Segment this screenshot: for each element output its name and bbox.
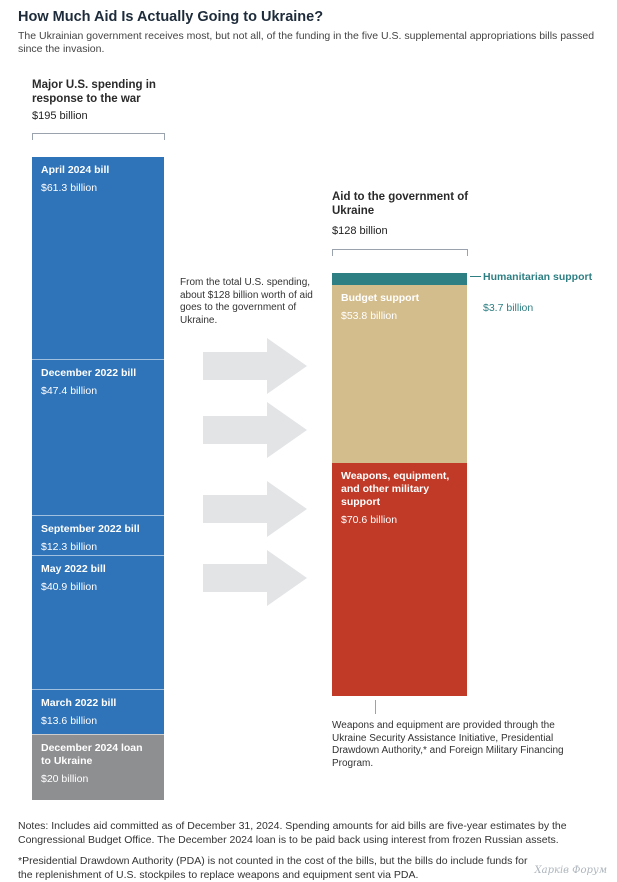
segment-value: $61.3 billion — [41, 182, 98, 194]
segment-value: $12.3 billion — [41, 540, 98, 553]
weapons-note: Weapons and equipment are provided through the Ukraine Security Assistance Initiative, Presidential Drawdown Authority,* and Foreign Military Financing Program. — [332, 720, 564, 769]
bar-segment-may-2022-bill — [32, 555, 164, 690]
flow-arrow — [203, 338, 307, 394]
weapons-leader-line — [375, 700, 376, 714]
segment-label: March 2022 bill — [41, 697, 117, 710]
bar-segment-march-2022-bill — [32, 689, 164, 734]
chart-title: How Much Aid Is Actually Going to Ukraine? — [18, 9, 324, 25]
segment-label: December 2022 bill — [41, 366, 137, 379]
right-stacked-bar — [332, 273, 467, 696]
watermark: Харків Форум — [534, 865, 607, 876]
right-bar-bracket — [332, 249, 468, 256]
flow-note: From the total U.S. spending, about $128 billion worth of aid goes to the government of Ukraine. — [180, 277, 313, 326]
right-bar-total: $128 billion — [332, 225, 388, 237]
segment-label: April 2024 bill — [41, 164, 110, 176]
segment-value: $47.4 billion — [41, 384, 98, 397]
right-bar-heading: Aid to the government of Ukraine — [332, 191, 469, 217]
humanitarian-callout-label: Humanitarian support — [483, 271, 593, 283]
footnote: *Presidential Drawdown Authority (PDA) is not counted in the cost of the bills, but the bills do include funds for the replenishment of U.S. stockpiles to replace weapons and equipment sent via PDA. — [18, 855, 528, 881]
segment-label: December 2024 loan to Ukraine — [41, 742, 143, 768]
bar-segment-humanitarian-support — [332, 273, 467, 285]
segment-label: May 2022 bill — [41, 562, 106, 575]
segment-value: $40.9 billion — [41, 580, 98, 593]
left-bar-bracket — [32, 133, 165, 140]
bar-segment-budget-support — [332, 285, 467, 463]
notes: Notes: Includes aid committed as of December 31, 2024. Spending amounts for aid bills are five-year estimates by the Congressional Budget Office. The December 2024 loan is to be paid back using interest from frozen Russian assets. — [18, 820, 567, 846]
left-stacked-bar — [32, 157, 164, 800]
left-bar-total: $195 billion — [32, 110, 88, 122]
segment-value: $20 billion — [41, 773, 89, 786]
chart-subtitle: The Ukrainian government receives most, but not all, of the funding in the five U.S. supplemental appropriations bills passed since the invasion. — [18, 30, 595, 55]
flow-arrows — [195, 330, 315, 620]
bar-segment-september-2022-bill — [32, 515, 164, 555]
segment-value: $13.6 billion — [41, 715, 98, 728]
segment-label: Budget support — [341, 292, 420, 305]
humanitarian-callout-value: $3.7 billion — [483, 302, 534, 314]
left-bar-heading: Major U.S. spending in response to the war — [32, 79, 156, 105]
bar-segment-april-2024-bill — [32, 157, 164, 359]
bar-segment-december-2024-loan-to-ukraine — [32, 734, 164, 800]
segment-value: $53.8 billion — [341, 310, 398, 323]
flow-arrow — [203, 481, 307, 537]
flow-arrow — [203, 402, 307, 458]
humanitarian-leader-line — [470, 276, 481, 277]
bar-segment-december-2022-bill — [32, 359, 164, 515]
flow-arrow — [203, 550, 307, 606]
segment-value: $70.6 billion — [341, 513, 398, 526]
bar-segment-weapons-equipment-and-other-military-support — [332, 463, 467, 696]
segment-label: Weapons, equipment, and other military support — [341, 469, 450, 508]
segment-label: September 2022 bill — [41, 522, 140, 535]
